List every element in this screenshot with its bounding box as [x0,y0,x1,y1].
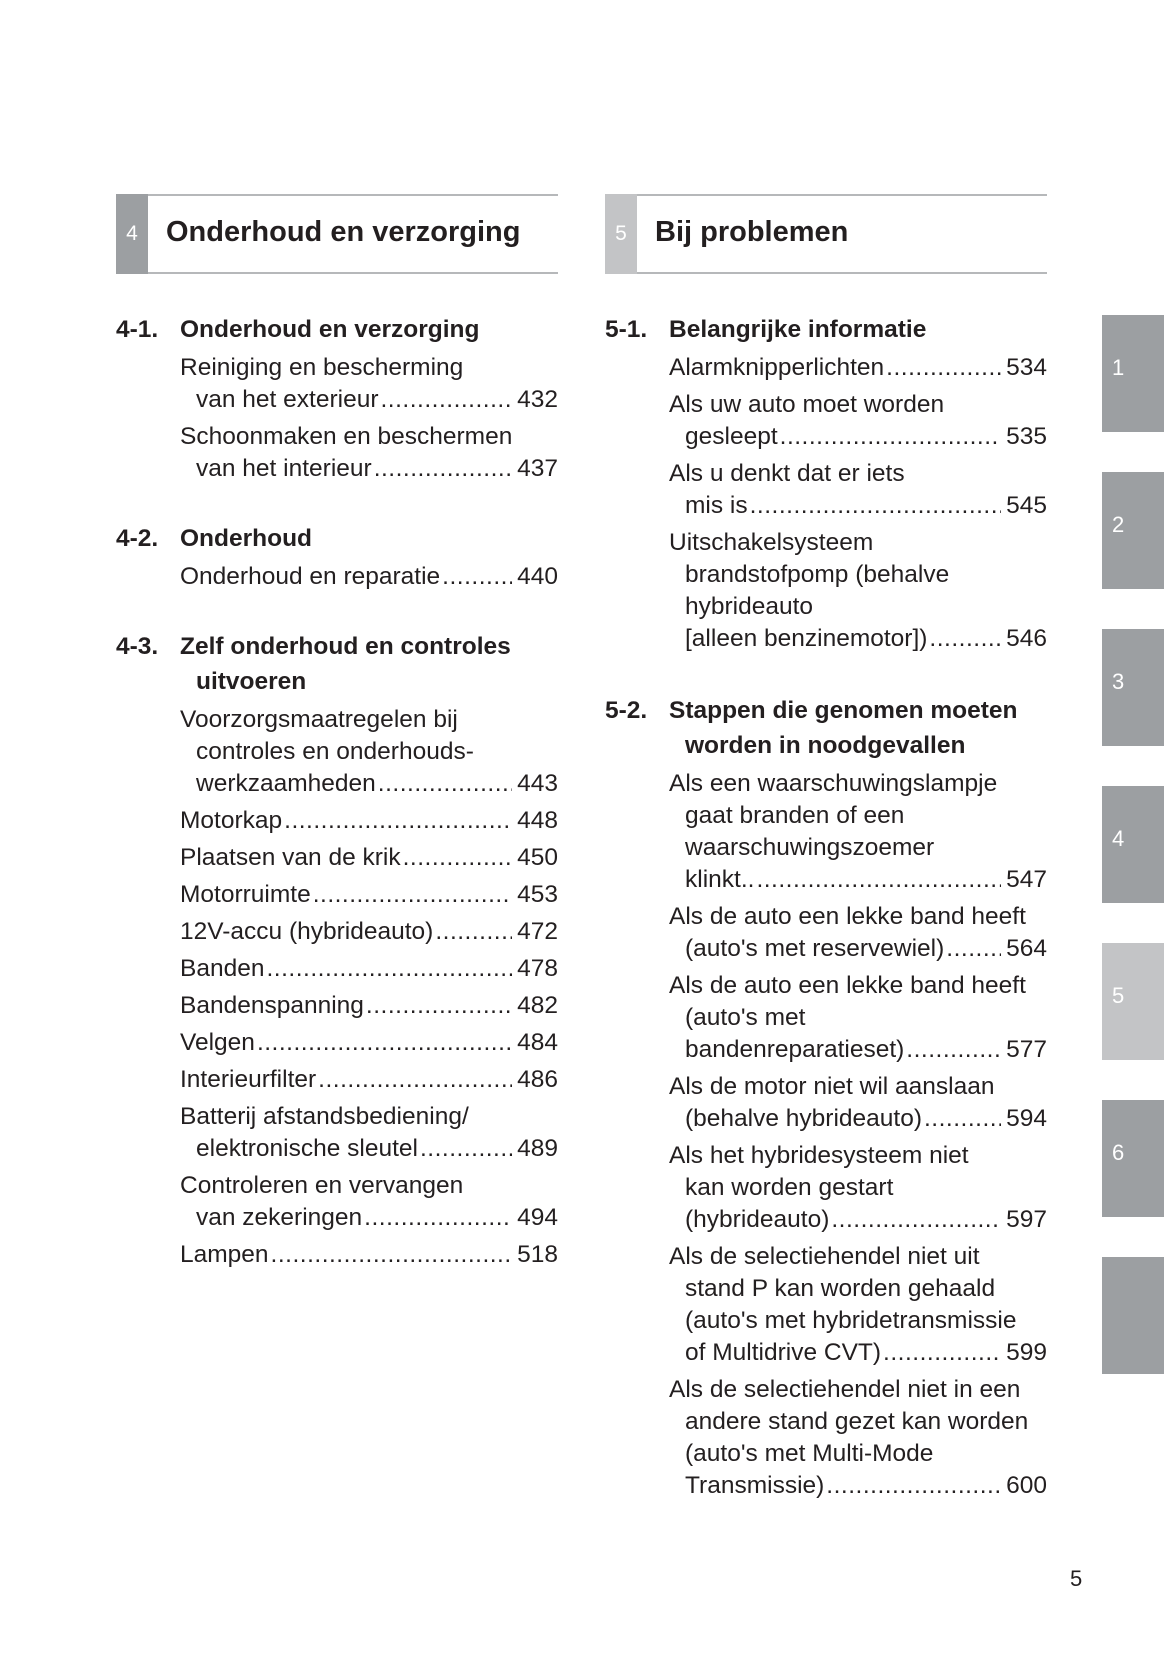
entry-final-line [180,453,558,485]
entry-page-number[interactable]: 450 [517,844,558,871]
dot-leader [906,1034,1001,1066]
entry-text-line: van het interieur [196,455,372,482]
section-number: 5-1. [605,316,648,343]
section-title-line: Onderhoud [180,525,313,552]
entry-text-line: Transmissie) [685,1472,825,1499]
entry-final-line [180,561,558,593]
toc-entry[interactable] [116,1027,558,1059]
entry-page-number[interactable]: 472 [517,918,558,945]
toc-entry[interactable] [605,458,1047,522]
entry-text-line: Als de auto een lekke band heeft [669,972,1026,999]
side-tab-label: 6 [1112,1140,1125,1165]
section-number: 4-1. [116,316,159,343]
dot-leader [924,1103,1001,1135]
entry-page-number[interactable]: 448 [517,807,558,834]
entry-text-line: gesleept [685,423,778,450]
entry-text-line: bandenreparatieset) [685,1036,905,1063]
entry-text-line: [alleen benzinemotor]) [685,625,928,652]
entry-page-number[interactable]: 432 [517,386,558,413]
entry-text-line: controles en onderhouds- [196,738,474,765]
entry-page-number[interactable]: 597 [1006,1206,1047,1233]
toc-entry[interactable] [116,1064,558,1096]
entry-final-line [669,864,1047,896]
entry-page-number[interactable]: 518 [517,1241,558,1268]
section-heading[interactable] [605,693,1047,763]
entry-final-line [669,490,1047,522]
entry-text-line: mis is [685,492,748,519]
chapter-header [605,194,1047,274]
entry-page-number[interactable]: 546 [1006,625,1047,652]
entry-text-line: Alarmknipperlichten [669,354,885,381]
entry-final-line [180,879,558,911]
chapter-title[interactable]: Onderhoud en verzorging [166,216,521,248]
entry-page-number[interactable]: 482 [517,992,558,1019]
chapter-number-badge: 4 [116,194,148,274]
section-number: 4-3. [116,633,159,660]
dot-leader [378,768,512,800]
entry-final-line [669,1204,1047,1236]
side-tab-4[interactable] [1102,786,1164,903]
toc-entry[interactable] [116,990,558,1022]
side-tab-label: 1 [1112,355,1125,380]
dot-leader [831,1204,1001,1236]
toc-entry[interactable] [116,561,558,593]
section-heading[interactable] [605,312,1047,347]
entry-text-line: Lampen [180,1241,269,1268]
toc-section [116,312,558,485]
entry-page-number[interactable]: 484 [517,1029,558,1056]
entry-final-line [180,916,558,948]
toc-entry[interactable] [605,1241,1047,1369]
entry-page-number[interactable]: 545 [1006,492,1047,519]
toc-section [116,521,558,593]
entry-final-line [669,1470,1047,1502]
section-title-line: uitvoeren [196,668,307,695]
dot-leader [403,842,512,874]
entry-text-line: Batterij afstandsbediening/ [180,1103,469,1130]
toc-entry[interactable] [116,879,558,911]
toc-entry[interactable] [116,704,558,800]
entry-final-line [180,990,558,1022]
dot-leader [381,384,513,416]
entry-text-line: Motorkap [180,807,283,834]
entry-text-line: werkzaamheden [196,770,376,797]
chapter-header [116,194,558,274]
entry-final-line [669,623,1047,655]
side-tab-7[interactable] [1102,1257,1164,1374]
toc-entry[interactable] [605,768,1047,896]
entry-page-number[interactable]: 535 [1006,423,1047,450]
section-title [669,312,1047,347]
entry-final-line [180,1239,558,1271]
section-title [180,629,558,699]
entry-final-line [669,1103,1047,1135]
entry-final-line [180,842,558,874]
section-number: 5-2. [605,697,648,724]
page-number: 5 [1070,1566,1083,1591]
side-tab-5[interactable] [1102,943,1164,1060]
toc-entry[interactable] [605,1071,1047,1135]
chapter-5-column [605,194,1047,1502]
side-tab-label: 3 [1112,669,1125,694]
toc-entry[interactable] [605,970,1047,1066]
entry-text-line: (auto's met hybridetransmissie [685,1307,1017,1334]
entry-text-line: klinkt.. [685,866,755,893]
dot-leader [364,1202,512,1234]
entry-text-line: Als het hybridesysteem niet [669,1142,969,1169]
entry-final-line [669,1337,1047,1369]
entry-text-line: Als de auto een lekke band heeft [669,903,1026,930]
entry-text-line: (auto's met reservewiel) [685,935,945,962]
chapter-title[interactable]: Bij problemen [655,216,849,248]
entry-text-line: (auto's met [685,1004,806,1031]
dot-leader [374,453,512,485]
entry-text-line: Controleren en vervangen [180,1172,464,1199]
entry-text-line: Bandenspanning [180,992,364,1019]
entry-page-number[interactable]: 443 [517,770,558,797]
entry-final-line [180,1027,558,1059]
section-title [180,312,558,347]
section-list [605,312,1047,1502]
side-tab-label: 4 [1112,826,1125,851]
toc-entry[interactable] [116,421,558,485]
dot-leader [883,1337,1001,1369]
entry-text-line: Motorruimte [180,881,311,908]
side-tab-label: 2 [1112,512,1125,537]
entry-text-line: Plaatsen van de krik [180,844,401,871]
section-title-line: Stappen die genomen moeten [669,697,1018,724]
entry-text-line: gaat branden of een [685,802,905,829]
dot-leader [366,990,512,1022]
toc-section [116,629,558,1271]
toc-entry[interactable] [605,1140,1047,1236]
section-title-line: Onderhoud en verzorging [180,316,480,343]
chapter-4-column [116,194,558,1271]
toc-entry[interactable] [605,1374,1047,1502]
entry-text-line: Als de selectiehendel niet uit [669,1243,980,1270]
dot-leader [271,1239,512,1271]
section-title-line: worden in noodgevallen [685,732,966,759]
entry-text-line: 12V-accu (hybrideauto) [180,918,434,945]
toc-entry[interactable] [116,916,558,948]
dot-leader [284,805,512,837]
entry-text-line: Schoonmaken en beschermen [180,423,513,450]
chapter-number-badge: 5 [605,194,637,274]
toc-section [605,693,1047,1502]
entry-text-line: Uitschakelsysteem [669,529,874,556]
dot-leader [929,623,1001,655]
dot-leader [442,561,512,593]
entry-page-number[interactable]: 478 [517,955,558,982]
entry-page-number[interactable]: 547 [1006,866,1047,893]
entry-text-line: of Multidrive CVT) [685,1339,882,1366]
entry-page-number[interactable]: 600 [1006,1472,1047,1499]
section-number: 4-2. [116,525,159,552]
toc-entry[interactable] [116,842,558,874]
section-title-line: Zelf onderhoud en controles [180,633,511,660]
dot-leader [266,953,512,985]
entry-text-line: stand P kan worden gehaald [685,1275,996,1302]
dot-leader [420,1133,512,1165]
toc-entry[interactable] [116,352,558,416]
entry-text-line: Als een waarschuwingslampje [669,770,998,797]
entry-text-line: (behalve hybrideauto) [685,1105,922,1132]
section-heading[interactable] [116,629,558,699]
entry-text-line: Als uw auto moet worden [669,391,945,418]
toc-entry[interactable] [116,953,558,985]
toc-entry[interactable] [605,389,1047,453]
entry-page-number[interactable]: 440 [517,563,558,590]
entry-page-number[interactable]: 489 [517,1135,558,1162]
entry-page-number[interactable]: 564 [1006,935,1047,962]
section-list [116,312,558,1271]
side-tab-label: 5 [1112,983,1125,1008]
entry-text-line: elektronische sleutel [196,1135,418,1162]
entry-text-line: hybrideauto [685,593,814,620]
dot-leader [435,916,512,948]
entry-text-line: Voorzorgsmaatregelen bij [180,706,458,733]
entry-page-number[interactable]: 594 [1006,1105,1047,1132]
entry-final-line [669,421,1047,453]
entry-text-line: kan worden gestart [685,1174,894,1201]
entry-final-line [180,953,558,985]
entry-text-line: Als de motor niet wil aanslaan [669,1073,995,1100]
dot-leader [780,421,1001,453]
dot-leader [257,1027,512,1059]
entry-final-line [669,933,1047,965]
entry-text-line: andere stand gezet kan worden [685,1408,1029,1435]
entry-final-line [180,1133,558,1165]
entry-text-line: van zekeringen [196,1204,363,1231]
section-heading[interactable] [116,312,558,347]
entry-page-number[interactable]: 486 [517,1066,558,1093]
entry-text-line: (auto's met Multi-Mode [685,1440,934,1467]
entry-text-line: Reiniging en bescherming [180,354,464,381]
entry-final-line [180,1064,558,1096]
dot-leader [318,1064,512,1096]
entry-text-line: waarschuwingszoemer [685,834,935,861]
entry-page-number[interactable]: 599 [1006,1339,1047,1366]
toc-entry[interactable] [605,901,1047,965]
side-tab-1[interactable] [1102,315,1164,432]
dot-leader [750,490,1001,522]
toc-entry[interactable] [116,1170,558,1234]
entry-page-number[interactable]: 494 [517,1204,558,1231]
entry-final-line [669,1034,1047,1066]
dot-leader [946,933,1001,965]
entry-final-line [180,1202,558,1234]
entry-page-number[interactable]: 437 [517,455,558,482]
entry-text-line: brandstofpomp (behalve [685,561,950,588]
toc-entry[interactable] [116,1239,558,1271]
entry-final-line [180,805,558,837]
side-tab-3[interactable] [1102,629,1164,746]
entry-text-line: Banden [180,955,265,982]
entry-text-line: Interieurfilter [180,1066,317,1093]
toc-entry[interactable] [116,805,558,837]
entry-final-line [669,352,1047,384]
section-title [669,693,1047,763]
section-heading[interactable] [116,521,558,556]
dot-leader [826,1470,1001,1502]
dot-leader [313,879,512,911]
entry-page-number[interactable]: 534 [1006,354,1047,381]
entry-text-line: Als de selectiehendel niet in een [669,1376,1021,1403]
entry-final-line [180,768,558,800]
toc-entry[interactable] [605,527,1047,655]
dot-leader [756,864,1001,896]
entry-text-line: Als u denkt dat er iets [669,460,905,487]
entry-page-number[interactable]: 453 [517,881,558,908]
section-title [180,521,558,556]
entry-text-line: (hybrideauto) [685,1206,830,1233]
side-tab-2[interactable] [1102,472,1164,589]
entry-text-line: van het exterieur [196,386,379,413]
side-tab-6[interactable] [1102,1100,1164,1217]
toc-entry[interactable] [116,1101,558,1165]
entry-text-line: Velgen [180,1029,255,1056]
entry-page-number[interactable]: 577 [1006,1036,1047,1063]
entry-final-line [180,384,558,416]
toc-section [605,312,1047,655]
toc-entry[interactable] [605,352,1047,384]
section-title-line: Belangrijke informatie [669,316,927,343]
entry-text-line: Onderhoud en reparatie [180,563,441,590]
dot-leader [886,352,1001,384]
